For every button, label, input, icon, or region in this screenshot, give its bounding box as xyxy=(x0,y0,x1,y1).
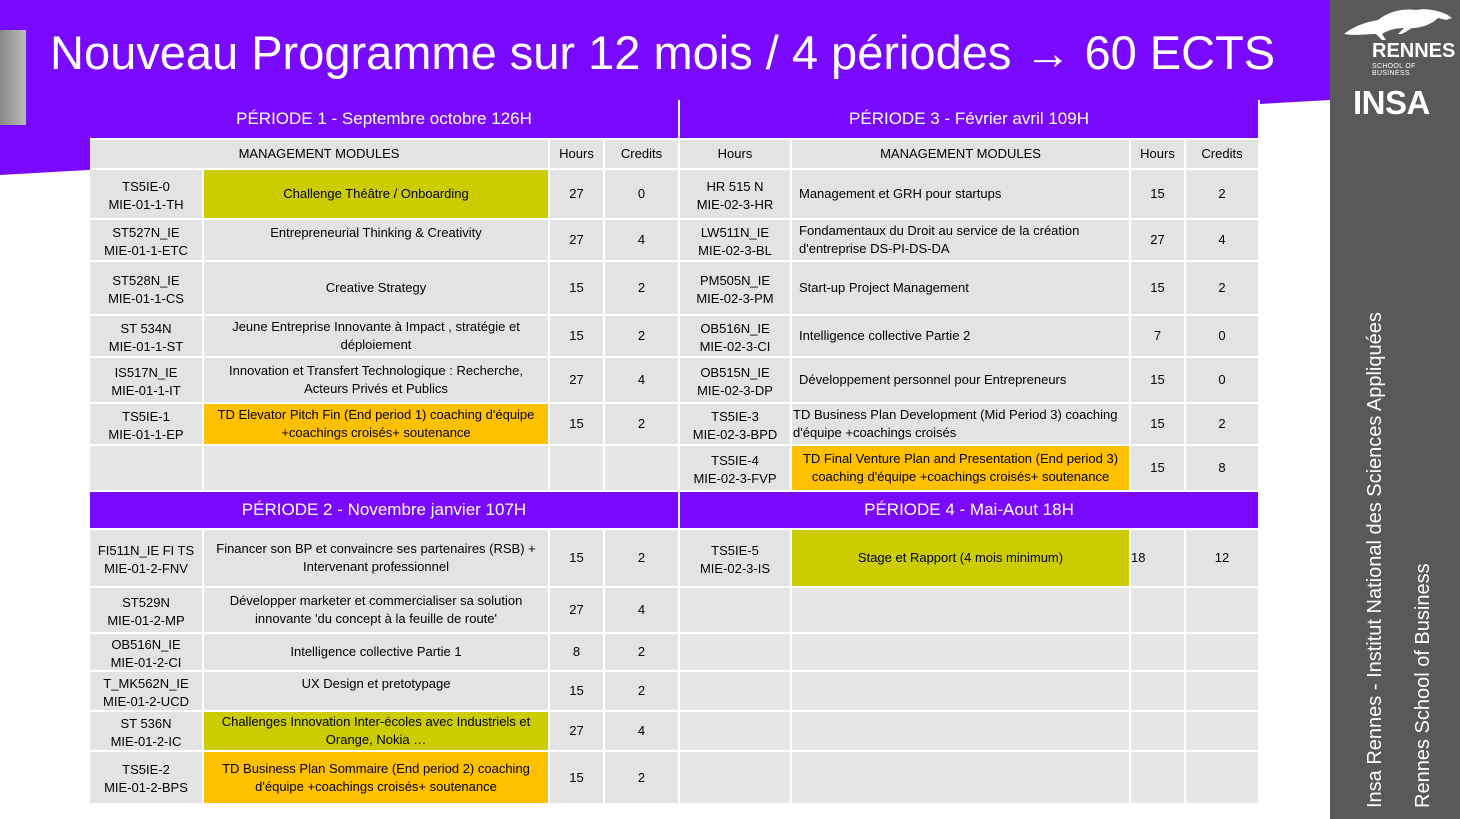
p4-empty-r2-c1 xyxy=(792,634,1129,670)
p2-row6-module xyxy=(204,752,548,803)
p4-empty-r5-c3 xyxy=(1186,752,1258,803)
p4-row1-code-code2: MIE-02-3-IS xyxy=(699,560,771,576)
p1-row3-hours-text: 15 xyxy=(569,280,584,295)
p2-row6-credits xyxy=(605,752,678,803)
p2-row6-code xyxy=(90,752,202,803)
p1-row3-credits xyxy=(605,262,678,314)
p2-row2-code-code2: MIE-01-2-MP xyxy=(107,612,185,628)
p1-row6-credits-text: 2 xyxy=(637,416,646,431)
p3-row5-hours xyxy=(1131,358,1184,402)
p2-row5-code-code1: ST 536N xyxy=(120,715,172,731)
p2-row5-module xyxy=(204,712,548,750)
p3-row3-code-code1: PM505N_IE xyxy=(699,272,771,288)
p1-row6-code-code2: MIE-01-1-EP xyxy=(108,426,184,442)
p2-row6-code-code2: MIE-01-2-BPS xyxy=(104,780,188,795)
p3-row4-hours xyxy=(1131,316,1184,356)
p3-row2-module-text: Fondamentaux du Droit au service de la création d'entreprise DS-PI-DS-DA xyxy=(799,223,1080,256)
period1-header-text: PÉRIODE 1 - Septembre octobre 126H xyxy=(236,109,532,128)
p1-row4-credits-text: 2 xyxy=(637,328,646,343)
p3-row2-code-code1: LW511N_IE xyxy=(700,224,770,240)
p3-row7-credits-text: 8 xyxy=(1218,460,1226,475)
p2-row2-hours xyxy=(550,588,603,632)
p1-empty-credits xyxy=(605,446,678,490)
p2-row6-hours-text: 15 xyxy=(569,769,584,785)
p3-row1-code-code2: MIE-02-3-HR xyxy=(696,196,774,212)
p1-row5-code-code2: MIE-01-1-IT xyxy=(111,382,181,398)
p3-row2-code xyxy=(680,220,790,260)
p2-row2-credits-text: 4 xyxy=(637,602,646,617)
p3-row6-credits xyxy=(1186,404,1258,444)
p3-row1-code xyxy=(680,170,790,218)
p1-col-credits-text: Credits xyxy=(620,146,663,161)
p1-row6-module xyxy=(204,404,548,444)
p2-row5-hours xyxy=(550,712,603,750)
p2-row3-module xyxy=(204,634,548,670)
p2-row6-code-code1: TS5IE-2 xyxy=(122,762,170,777)
p3-row4-code-code1: OB516N_IE xyxy=(700,320,770,336)
p1-row3-code-code2: MIE-01-1-CS xyxy=(108,290,184,306)
p3-row5-hours-text: 15 xyxy=(1150,372,1165,387)
p3-row1-hours xyxy=(1131,170,1184,218)
p3-row4-module xyxy=(792,316,1129,356)
p1-row1-code-code1: TS5IE-0 xyxy=(122,178,170,194)
p4-empty-r1-c0 xyxy=(680,588,790,632)
p1-row6-hours-text: 15 xyxy=(569,416,584,431)
p3-row2-hours xyxy=(1131,220,1184,260)
period1-header xyxy=(90,100,678,138)
p4-empty-r5-c2 xyxy=(1131,752,1184,803)
p3-row5-code xyxy=(680,358,790,402)
p1-row5-hours xyxy=(550,358,603,402)
p2-row2-module-text: Développer marketer et commercialiser sa solution innovante 'du concept à la feuille de route' xyxy=(229,593,523,626)
p1-row3-module-text: Creative Strategy xyxy=(325,280,427,295)
p3-row6-credits-text: 2 xyxy=(1218,416,1226,431)
p1-row2-credits xyxy=(605,220,678,260)
p1-row5-credits-text: 4 xyxy=(637,372,646,387)
p1-col-hours xyxy=(550,140,603,168)
rennes-logo-text: RENNES xyxy=(1372,40,1456,62)
p3-col-hours xyxy=(680,140,790,168)
program-table xyxy=(90,100,1260,805)
p4-empty-r5-c0 xyxy=(680,752,790,803)
p1-row5-code-code1: IS517N_IE xyxy=(114,364,178,380)
p3-row5-credits xyxy=(1186,358,1258,402)
p1-row6-module-text: TD Elevator Pitch Fin (End period 1) coaching d'équipe +coachings croisés+ soutenance xyxy=(217,407,535,440)
p3-row1-credits-text: 2 xyxy=(1218,186,1226,201)
p1-row2-code-code1: ST527N_IE xyxy=(112,224,180,240)
p1-row1-module xyxy=(204,170,548,218)
p3-row7-hours xyxy=(1131,446,1184,490)
period2-header-text: PÉRIODE 2 - Novembre janvier 107H xyxy=(241,500,527,519)
p1-col-modules xyxy=(90,140,548,168)
rennes-logo-subtext: SCHOOL OF BUSINESS xyxy=(1372,63,1416,77)
p2-row6-credits-text: 2 xyxy=(637,769,646,785)
p2-row3-hours-text: 8 xyxy=(572,644,581,659)
p3-row6-module xyxy=(792,404,1129,444)
p3-row3-credits-text: 2 xyxy=(1218,280,1226,295)
p3-row6-code-code2: MIE-02-3-BPD xyxy=(692,426,778,442)
p3-row2-code-code2: MIE-02-3-BL xyxy=(698,242,772,258)
p3-row6-hours-text: 15 xyxy=(1150,416,1165,431)
p1-row6-code xyxy=(90,404,202,444)
slide-edge-tab xyxy=(0,30,26,125)
p2-row1-module-text: Financer son BP et convaincre ses partenaires (RSB) + Intervenant professionnel xyxy=(216,541,536,574)
p1-row6-credits xyxy=(605,404,678,444)
p3-col-hours-text: Hours xyxy=(717,146,753,161)
p4-row1-module-text: Stage et Rapport (4 mois minimum) xyxy=(857,550,1064,565)
p2-row4-module-text: UX Design et pretotypage xyxy=(301,676,451,691)
p3-row4-module-text: Intelligence collective Partie 2 xyxy=(799,328,971,343)
p2-row2-code xyxy=(90,588,202,632)
p3-col-modules xyxy=(792,140,1129,168)
p1-row3-credits-text: 2 xyxy=(637,280,646,295)
p3-row1-credits xyxy=(1186,170,1258,218)
p2-row4-code-code1: T_MK562N_IE xyxy=(103,675,189,691)
p3-row3-module-text: Start-up Project Management xyxy=(799,280,969,295)
p1-row4-credits xyxy=(605,316,678,356)
p3-row4-code xyxy=(680,316,790,356)
p2-row4-hours-text: 15 xyxy=(569,683,584,698)
p2-row5-credits-text: 4 xyxy=(637,723,646,738)
p2-row3-credits xyxy=(605,634,678,670)
p3-row6-code xyxy=(680,404,790,444)
p1-row2-module xyxy=(204,220,548,260)
p3-row7-module-text: TD Final Venture Plan and Presentation (End period 3) coaching d'équipe +coachings croisés+ soutenance xyxy=(802,451,1119,484)
p4-empty-r3-c3 xyxy=(1186,672,1258,710)
p1-row4-code-code2: MIE-01-1-ST xyxy=(108,338,184,354)
p4-row1-credits-text: 12 xyxy=(1214,550,1230,565)
p3-row3-code-code2: MIE-02-3-PM xyxy=(696,290,774,306)
p1-col-credits xyxy=(605,140,678,168)
p3-row7-code-code2: MIE-02-3-FVP xyxy=(693,470,777,486)
p3-row2-credits-text: 4 xyxy=(1218,232,1226,247)
p4-empty-r4-c3 xyxy=(1186,712,1258,750)
p2-row1-credits xyxy=(605,530,678,586)
p2-row1-code-code1: FI511N_IE FI TS xyxy=(97,542,195,558)
p1-row5-module xyxy=(204,358,548,402)
p1-row4-code xyxy=(90,316,202,356)
p1-row4-module-text: Jeune Entreprise Innovante à Impact , stratégie et déploiement xyxy=(232,319,520,352)
p3-row3-credits xyxy=(1186,262,1258,314)
p4-empty-r1-c1 xyxy=(792,588,1129,632)
p3-col-hours2-text: Hours xyxy=(1140,146,1175,161)
p1-row2-hours xyxy=(550,220,603,260)
p3-row4-hours-text: 7 xyxy=(1153,328,1162,343)
p2-row4-hours xyxy=(550,672,603,710)
p1-row1-module-text: Challenge Théâtre / Onboarding xyxy=(283,186,469,201)
p3-row7-credits xyxy=(1186,446,1258,490)
side-text-rsb: Rennes School of Business xyxy=(1412,563,1434,808)
p1-empty-code xyxy=(90,446,202,490)
p2-row3-code-code1: OB516N_IE xyxy=(111,636,181,652)
rennes-school-logo xyxy=(1342,4,1456,77)
p1-row6-code-code1: TS5IE-1 xyxy=(122,408,170,424)
p2-row1-hours xyxy=(550,530,603,586)
p1-row1-hours-text: 27 xyxy=(569,186,584,201)
p2-row1-module xyxy=(204,530,548,586)
p4-row1-hours-text: 18 xyxy=(1131,550,1146,565)
p3-row7-code xyxy=(680,446,790,490)
p3-row6-code-code1: TS5IE-3 xyxy=(711,408,759,424)
p3-col-credits-text: Credits xyxy=(1201,146,1243,161)
p2-row2-credits xyxy=(605,588,678,632)
p1-row1-credits xyxy=(605,170,678,218)
p1-row1-code xyxy=(90,170,202,218)
p1-row4-code-code1: ST 534N xyxy=(120,320,172,336)
p1-row2-module-text: Entrepreneurial Thinking & Creativity xyxy=(270,225,482,240)
p1-row2-hours-text: 27 xyxy=(569,232,584,247)
p2-row1-credits-text: 2 xyxy=(637,550,646,565)
p2-row4-code-code2: MIE-01-2-UCD xyxy=(103,693,189,709)
side-text-insa: Insa Rennes - Institut National des Sciences Appliquées xyxy=(1364,312,1386,808)
p1-row4-hours-text: 15 xyxy=(569,328,584,343)
p4-row1-code-code1: TS5IE-5 xyxy=(711,542,759,558)
p4-empty-r2-c3 xyxy=(1186,634,1258,670)
p1-row2-code-code2: MIE-01-1-ETC xyxy=(104,242,188,258)
p2-row1-hours-text: 15 xyxy=(569,550,584,565)
p3-row3-module xyxy=(792,262,1129,314)
p3-row3-hours-text: 15 xyxy=(1150,280,1165,295)
p2-row3-module-text: Intelligence collective Partie 1 xyxy=(290,644,462,659)
p2-row5-code xyxy=(90,712,202,750)
p1-row4-module xyxy=(204,316,548,356)
p4-empty-r2-c0 xyxy=(680,634,790,670)
p3-row5-module xyxy=(792,358,1129,402)
p3-row2-hours-text: 27 xyxy=(1150,232,1165,247)
p3-row5-credits-text: 0 xyxy=(1218,372,1226,387)
p3-row6-hours xyxy=(1131,404,1184,444)
p2-row4-credits xyxy=(605,672,678,710)
p3-row4-credits-text: 0 xyxy=(1218,328,1226,343)
p2-row2-module xyxy=(204,588,548,632)
insa-logo: INSA xyxy=(1353,84,1430,121)
p1-row5-module-text: Innovation et Transfert Technologique : Recherche, Acteurs Privés et Publics xyxy=(229,363,523,396)
p2-row3-code xyxy=(90,634,202,670)
p1-row1-credits-text: 0 xyxy=(637,186,646,201)
p3-row4-code-code2: MIE-02-3-CI xyxy=(699,338,771,354)
p1-row5-hours-text: 27 xyxy=(569,372,584,387)
p2-row3-hours xyxy=(550,634,603,670)
period3-header-text: PÉRIODE 3 - Février avril 109H xyxy=(849,109,1089,128)
p1-row3-code xyxy=(90,262,202,314)
p4-row1-credits xyxy=(1186,530,1258,586)
p4-empty-r5-c1 xyxy=(792,752,1129,803)
p2-row6-module-text: TD Business Plan Sommaire (End period 2) coaching d'équipe +coachings croisés+ soutenance xyxy=(222,760,530,794)
p4-empty-r1-c3 xyxy=(1186,588,1258,632)
p3-row1-hours-text: 15 xyxy=(1150,186,1165,201)
period4-header-text: PÉRIODE 4 - Mai-Aout 18H xyxy=(864,500,1074,519)
p2-row1-code xyxy=(90,530,202,586)
p4-empty-r4-c2 xyxy=(1131,712,1184,750)
p4-row1-code xyxy=(680,530,790,586)
p2-row2-hours-text: 27 xyxy=(569,602,584,617)
p3-row1-module-text: Management et GRH pour startups xyxy=(799,186,1002,201)
p1-row5-credits xyxy=(605,358,678,402)
period3-header xyxy=(680,100,1258,138)
p1-col-hours-text: Hours xyxy=(559,146,594,161)
p1-row3-code-code1: ST528N_IE xyxy=(112,272,180,288)
p3-row7-module xyxy=(792,446,1129,490)
p3-col-credits xyxy=(1186,140,1258,168)
p1-col-modules-text: MANAGEMENT MODULES xyxy=(238,146,400,161)
p3-row6-module-text: TD Business Plan Development (Mid Period 3) coaching d'équipe +coachings croisés xyxy=(793,407,1118,440)
p4-row1-hours xyxy=(1131,530,1184,586)
p2-row6-hours xyxy=(550,752,603,803)
p3-row3-code xyxy=(680,262,790,314)
p2-row4-credits-text: 2 xyxy=(637,683,646,698)
p3-row7-code-code1: TS5IE-4 xyxy=(711,452,759,468)
p1-empty-hours xyxy=(550,446,603,490)
p4-empty-r4-c0 xyxy=(680,712,790,750)
p2-row3-credits-text: 2 xyxy=(637,644,646,659)
p4-empty-r1-c2 xyxy=(1131,588,1184,632)
p2-row4-code xyxy=(90,672,202,710)
p3-row1-module xyxy=(792,170,1129,218)
p2-row1-code-code2: MIE-01-2-FNV xyxy=(104,560,188,576)
p4-empty-r3-c2 xyxy=(1131,672,1184,710)
side-panel xyxy=(1330,0,1460,819)
p3-row2-credits xyxy=(1186,220,1258,260)
p1-row2-credits-text: 4 xyxy=(637,232,646,247)
p1-row2-code xyxy=(90,220,202,260)
p4-empty-r3-c0 xyxy=(680,672,790,710)
p1-row3-module xyxy=(204,262,548,314)
p3-row5-code-code2: MIE-02-3-DP xyxy=(697,382,773,398)
p3-row5-code-code1: OB515N_IE xyxy=(700,364,770,380)
p2-row5-hours-text: 27 xyxy=(569,723,584,738)
p2-row3-code-code2: MIE-01-2-CI xyxy=(110,654,182,670)
p1-row1-code-code2: MIE-01-1-TH xyxy=(108,196,184,212)
p1-empty-module xyxy=(204,446,548,490)
p3-row7-hours-text: 15 xyxy=(1150,460,1165,475)
p3-row2-module xyxy=(792,220,1129,260)
p4-row1-module xyxy=(792,530,1129,586)
period2-header xyxy=(90,492,678,528)
p1-row6-hours xyxy=(550,404,603,444)
p4-empty-r3-c1 xyxy=(792,672,1129,710)
p1-row4-hours xyxy=(550,316,603,356)
p1-row1-hours xyxy=(550,170,603,218)
period4-header xyxy=(680,492,1258,528)
p3-row4-credits xyxy=(1186,316,1258,356)
p2-row2-code-code1: ST529N xyxy=(122,594,170,610)
p1-row3-hours xyxy=(550,262,603,314)
p2-row5-code-code2: MIE-01-2-IC xyxy=(110,733,182,749)
p3-row1-code-code1: HR 515 N xyxy=(706,178,764,194)
p3-col-modules-text: MANAGEMENT MODULES xyxy=(880,146,1041,161)
p1-row5-code xyxy=(90,358,202,402)
p3-col-hours2 xyxy=(1131,140,1184,168)
p4-empty-r2-c2 xyxy=(1131,634,1184,670)
p4-empty-r4-c1 xyxy=(792,712,1129,750)
p3-row5-module-text: Développement personnel pour Entrepreneurs xyxy=(799,372,1067,387)
p2-row4-module xyxy=(204,672,548,710)
p3-row3-hours xyxy=(1131,262,1184,314)
p2-row5-credits xyxy=(605,712,678,750)
page-title: Nouveau Programme sur 12 mois / 4 périodes → 60 ECTS xyxy=(50,26,1276,79)
p2-row5-module-text: Challenges Innovation Inter-écoles avec Industriels et Orange, Nokia … xyxy=(221,714,531,747)
